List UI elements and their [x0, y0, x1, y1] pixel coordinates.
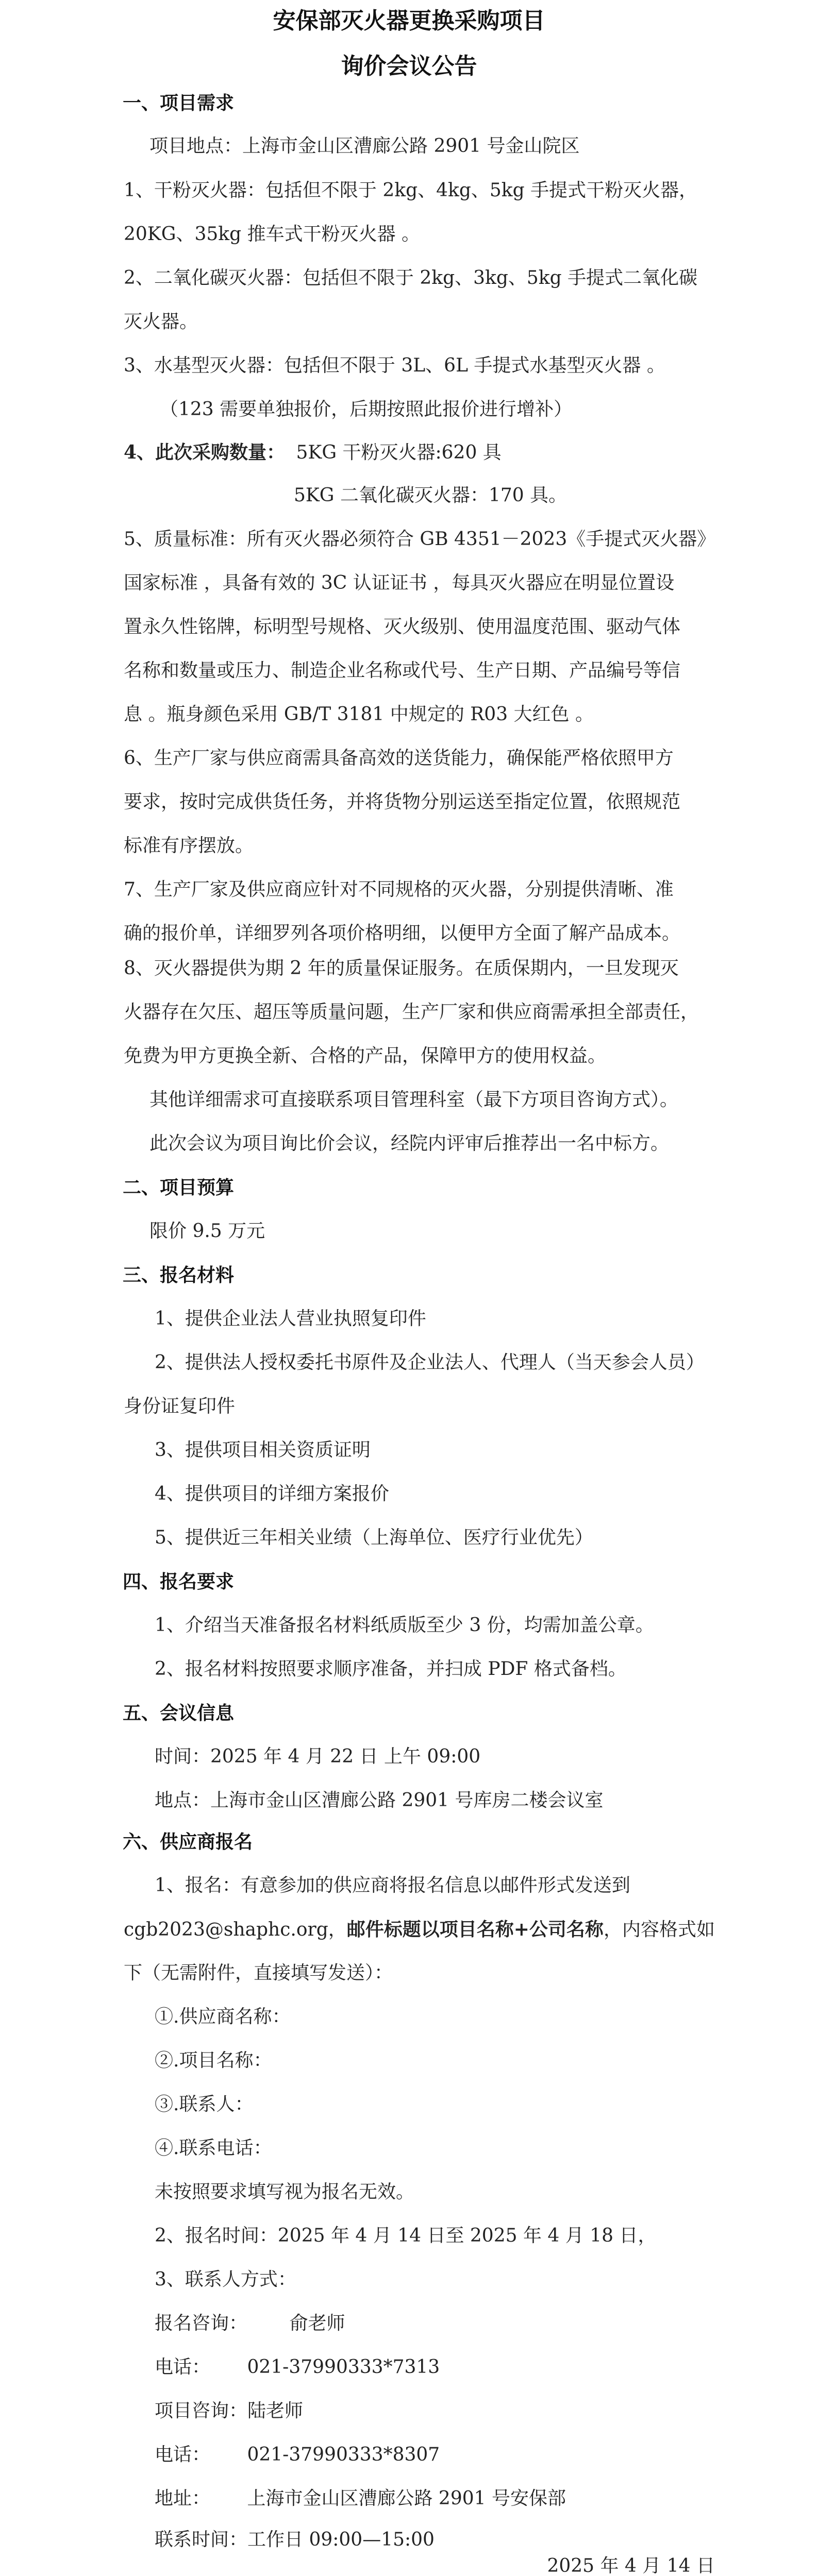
document-title: 安保部灭火器更换采购项目 — [273, 8, 545, 34]
item-6-line-b: 要求，按时完成供货任务，并将货物分别运送至指定位置，依照规范 — [124, 791, 681, 812]
item-1-line-a: 1、干粉灭火器：包括但不限于 2kg、4kg、5kg 手提式干粉灭火器， — [124, 180, 698, 201]
signup-phone[interactable]: 021-37990333*7313 — [247, 2357, 440, 2378]
item-7-line-b: 确的报价单，详细罗列各项价格明细，以便甲方全面了解产品成本。 — [124, 923, 681, 944]
project-location: 项目地点：上海市金山区漕廊公路 2901 号金山院区 — [149, 135, 580, 157]
field-supplier-name: ①.供应商名称： — [155, 2006, 291, 2027]
material-1: 1、提供企业法人营业执照复印件 — [155, 1308, 426, 1329]
item-5-line-d: 名称和数量或压力、制造企业名称或代号、生产日期、产品编号等信 — [124, 660, 681, 681]
material-2-line-b: 身份证复印件 — [124, 1396, 236, 1417]
signup-line-b — [124, 1918, 715, 1941]
section-6-heading: 六、供应商报名 — [123, 1831, 253, 1853]
item-8-line-b: 火器存在欠压、超压等质量问题，生产厂家和供应商需承担全部责任， — [124, 1002, 699, 1023]
project-contact: 项目咨询：陆老师 — [155, 2400, 304, 2421]
meeting-time: 时间：2025 年 4 月 22 日 上午 09:00 — [155, 1746, 481, 1767]
signup-contact — [155, 2312, 345, 2335]
signup-period: 2、报名时间：2025 年 4 月 14 日至 2025 年 4 月 18 日， — [155, 2225, 657, 2246]
signup-line-a: 1、报名：有意参加的供应商将报名信息以邮件形式发送到 — [155, 1875, 630, 1896]
signup-line-c: 下（无需附件，直接填写发送）： — [124, 1962, 393, 1984]
email-subject-rule: 邮件标题以项目名称+公司名称 — [346, 1919, 604, 1940]
item-6-line-a: 6、生产厂家与供应商需具备高效的送货能力，确保能严格依照甲方 — [124, 748, 674, 769]
item-6-line-c: 标准有序摆放。 — [124, 835, 254, 856]
address-value: 上海市金山区漕廊公路 2901 号安保部 — [247, 2488, 566, 2509]
section-1-heading: 一、项目需求 — [123, 92, 235, 114]
section-5-heading: 五、会议信息 — [123, 1702, 235, 1724]
signup-phone-label: 电话： — [155, 2357, 211, 2378]
meeting-place: 地点：上海市金山区漕廊公路 2901 号库房二楼会议室 — [155, 1790, 604, 1811]
item-1-line-b: 20KG、35kg 推车式干粉灭火器 。 — [124, 224, 421, 245]
signup-email[interactable]: cgb2023@shaphc.org， — [124, 1919, 347, 1940]
requirement-1: 1、介绍当天准备报名材料纸质版至少 3 份，均需加盖公章。 — [155, 1615, 654, 1636]
project-phone-label: 电话： — [155, 2444, 211, 2465]
signup-contact-label: 报名咨询： — [155, 2313, 248, 2334]
section-3-heading: 三、报名材料 — [123, 1264, 235, 1286]
requirement-2: 2、报名材料按照要求顺序准备，并扫成 PDF 格式备档。 — [155, 1658, 627, 1680]
item-5-line-b: 国家标准 ，具备有效的 3C 认证证书 ，每具灭火器应在明显位置设 — [124, 572, 675, 594]
quantity-line — [124, 441, 502, 464]
section-4-heading: 四、报名要求 — [123, 1571, 235, 1592]
inquiry-note: 此次会议为项目询比价会议，经院内评审后推荐出一名中标方。 — [149, 1133, 670, 1154]
material-5: 5、提供近三年相关业绩（上海单位、医疗行业优先） — [155, 1527, 593, 1548]
material-3: 3、提供项目相关资质证明 — [155, 1439, 371, 1461]
item-3: 3、水基型灭火器：包括但不限于 3L、6L 手提式水基型灭火器 。 — [124, 355, 665, 376]
contact-methods-label: 3、联系人方式： — [155, 2269, 296, 2290]
section-2-heading: 二、项目预算 — [123, 1177, 235, 1198]
pricing-note: （123 需要单独报价，后期按照此报价进行增补） — [160, 399, 573, 420]
field-project-name: ②.项目名称： — [155, 2050, 272, 2071]
other-requirements: 其他详细需求可直接联系项目管理科室（最下方项目咨询方式）。 — [149, 1089, 679, 1110]
quantity-co2: 5KG 二氧化碳灭火器：170 具。 — [294, 485, 567, 506]
project-phone[interactable]: 021-37990333*8307 — [247, 2444, 440, 2465]
invalid-note: 未按照要求填写视为报名无效。 — [155, 2181, 415, 2202]
item-2-line-b: 灭火器。 — [124, 311, 198, 332]
announcement-date: 2025 年 4 月 14 日 — [547, 2555, 715, 2576]
material-4: 4、提供项目的详细方案报价 — [155, 1483, 389, 1504]
item-2-line-a: 2、二氧化碳灭火器：包括但不限于 2kg、3kg、5kg 手提式二氧化碳 — [124, 267, 698, 289]
item-5-line-a: 5、质量标准：所有灭火器必须符合 GB 4351－2023《手提式灭火器》 — [124, 529, 716, 550]
email-format-tail: ，内容格式如 — [603, 1919, 715, 1940]
item-8-line-a: 8、灭火器提供为期 2 年的质量保证服务。在质保期内，一旦发现灭 — [124, 958, 679, 979]
address-line — [155, 2487, 566, 2510]
document-subtitle: 询价会议公告 — [341, 53, 477, 79]
quantity-dry-powder: 5KG 干粉灭火器:620 具 — [296, 442, 502, 463]
contact-hours: 联系时间：工作日 09:00—15:00 — [155, 2529, 435, 2550]
field-contact-phone: ④.联系电话： — [155, 2138, 272, 2159]
quantity-label: 4、此次采购数量： — [124, 442, 286, 463]
item-5-line-c: 置永久性铭牌，标明型号规格、灭火级别、使用温度范围、驱动气体 — [124, 616, 681, 637]
signup-contact-name: 俞老师 — [289, 2313, 345, 2334]
field-contact-person: ③.联系人： — [155, 2094, 254, 2115]
material-2-line-a: 2、提供法人授权委托书原件及企业法人、代理人（当天参会人员） — [155, 1352, 705, 1373]
budget-limit: 限价 9.5 万元 — [149, 1221, 265, 1242]
signup-phone-line — [155, 2356, 440, 2379]
item-7-line-a: 7、生产厂家及供应商应针对不同规格的灭火器，分别提供清晰、准 — [124, 879, 674, 900]
address-label: 地址： — [155, 2488, 211, 2509]
item-8-line-c: 免费为甲方更换全新、合格的产品，保障甲方的使用权益。 — [124, 1045, 607, 1066]
item-5-line-e: 息 。瓶身颜色采用 GB/T 3181 中规定的 R03 大红色 。 — [124, 704, 594, 725]
project-phone-line — [155, 2444, 440, 2466]
